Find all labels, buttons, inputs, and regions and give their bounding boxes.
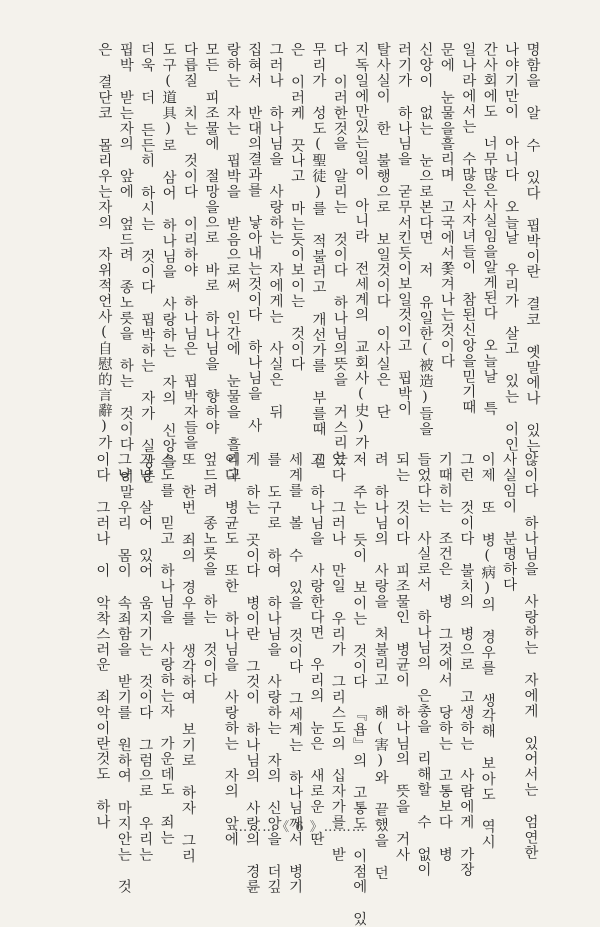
text-column: 세계를 볼 수 있을 것이다 그세계는 하나님께서 병기: [286, 452, 303, 895]
text-column: 무리가 성도(聖徒)를 적불러고 개선가를 부를때 실: [309, 42, 326, 469]
text-column: 그냥 살어 있어 움지기는 것이다 그럼으로 우리는: [136, 452, 153, 862]
text-column: 은 결단코 몰리우는자의 자위적언사(自慰的言辭)가: [95, 42, 112, 451]
text-column: 또 한번 죄의 경우를 생각하여 보기로 하자 그리: [179, 452, 196, 864]
text-column: 엎드려 종노릇을 하는 것이다: [200, 452, 217, 688]
text-column: 를 도구로 하여 하나님을 사랑하는 자의 신앙을 더깊: [265, 452, 282, 895]
lower-text-block: [90, 452, 540, 927]
text-column: 이제 또 병(病)의 경우를 생각해 보아도 역시: [479, 452, 496, 850]
text-column: 러기가 하나님을 굳무서킨듯이보일것이고 핍박이: [395, 42, 412, 417]
text-column: 다릅질 치는 것이다 이리하야 하나님은 핍박자들을: [181, 42, 198, 451]
text-column: 간사회에도 너무많은사실임을알게된다 오늘날 특: [481, 42, 498, 417]
text-column: 사실임이 분명하다: [500, 452, 517, 593]
text-column: 그러나 하나님을 사랑하는 자에게는 사실은 뒤: [267, 42, 284, 420]
text-column: 모든 피조물에 절망을으로 바로 하나님을 향하야: [202, 42, 219, 435]
text-column: 었다 그러나 만일 우리가 그리스도의 십자가를 받: [329, 452, 346, 862]
text-column: 않이다 하나님을 사랑하는 자에게 있어서는 엄연한: [522, 452, 538, 861]
text-column: 려 하나님의 사랑을 처불리고 해(害)와 끝했을 던: [372, 452, 389, 881]
page-number: ………《 6 》………: [234, 820, 366, 835]
text-column: 신앙이 없는 눈으로본다면 저 유일한(被造)들을: [416, 42, 433, 437]
text-column: 다 이러한것을 알리는 것이다 하나님의뜻을 거스리는: [331, 42, 348, 466]
text-column: 지독일에만있는일이 아니라 전세계의 교회사(史)가: [352, 42, 369, 451]
text-column: 일나라에서는 수많은사자녀들이 참된신앙을믿기때: [459, 42, 476, 415]
text-column: 기때히는 조건은 병 그것에서 당하는 고통보다 병: [436, 452, 453, 862]
text-column: 문에 눈물을흘리며 고국에서쫓겨나는것이다: [438, 42, 455, 369]
text-column: 명함을 알 수 있다 핍박이란 결코 옛말에나 있는: [524, 42, 540, 454]
text-column: 그냥 우리 몸이 속죄함을 받기를 원하여 마지안는 것: [115, 452, 132, 895]
text-column: 스도를 믿고 하나님을 사랑하는자 가운데도 죄는: [158, 452, 175, 845]
text-column: 저 주는 듯이 보이는 것이다 『욥』의 고통도 이점에 있: [350, 452, 367, 927]
text-column: 은 이러케 끗나고 마는듯이보이는 것이다: [288, 42, 305, 372]
text-column: 그런 것이다 불치의 병으로 고생하는 사람에게 가장: [457, 452, 474, 878]
text-column: 더욱 더 든든히 하시는 것이다 핍박하는 자가 실상은: [138, 42, 155, 485]
text-column: 되는 것이다 피조물인 병균이 하나님의 뜻을 거사: [393, 452, 410, 862]
upper-text-block: [92, 42, 542, 500]
text-column: 들었다는 사실로서 하나님의 은총을 리해할 수 없이: [414, 452, 431, 878]
text-column: 도구(道具)로 삼어 하나님을 사랑하는 자의 신앙을: [160, 42, 177, 469]
text-column: 고 하나님을 사랑한다면 우리의 눈은 새로운 딴: [307, 452, 324, 847]
text-column: 집혀서 반대의결과를 낳아내는것이다 하나님을 사: [245, 42, 262, 434]
text-column: 나야기만이 아니다 오늘날 우리가 살고 있는 이인: [502, 42, 519, 452]
text-column: 이다 그러나 이 악착스러운 죄악이란것도 하나: [93, 452, 110, 830]
text-column: 게 하는 곳이다 병이란 그것이 하나님의 사랑의 경륜: [243, 452, 260, 895]
text-column: 탈사실이 한 불행으로 보일것이다 이사실은 단: [374, 42, 391, 420]
text-column: 랑하는 자는 핍박을 받음으로써 인간에 눈물을 흘리고: [224, 42, 241, 483]
text-column: 이다 병균도 또한 하나님을 사랑하는 자의 앞에: [222, 452, 239, 847]
text-column: 핍박 받는자의 앞에 엎드려 종노릇을 하는 것이다 이말: [117, 42, 134, 500]
